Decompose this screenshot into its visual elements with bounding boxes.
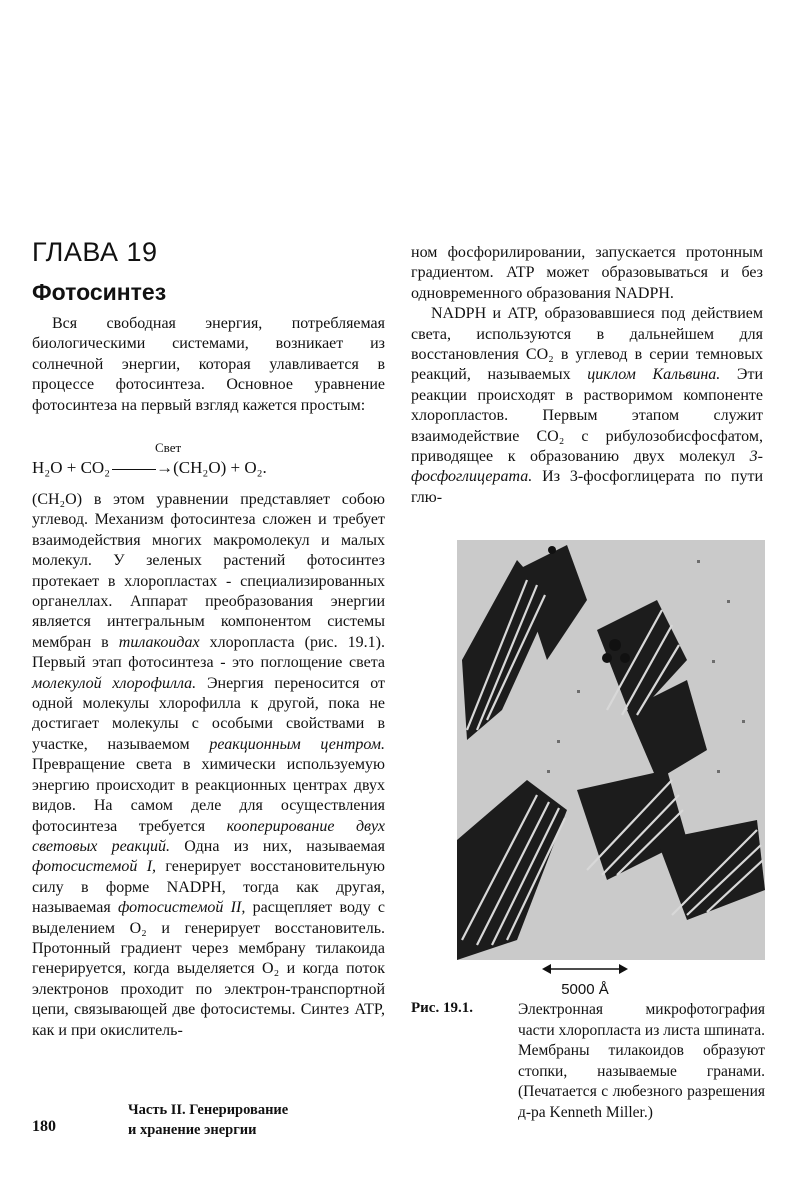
equation-reactants: H₂O + CO₂ — [32, 458, 111, 477]
intro-paragraph: Вся свободная энергия, потребляемая биологическими системами, возникает из солнечной энергии, которая улавливается в процессе фотосинтеза. Основное уравнение фотосинтеза на первый взгляд кажется простым: — [32, 315, 385, 414]
photosynthesis-equation — [32, 440, 385, 484]
scale-label: 5000 Å — [561, 981, 609, 998]
scale-bar — [542, 962, 628, 998]
left-column-body — [32, 490, 385, 1041]
scale-arrow — [542, 962, 628, 976]
body-paragraph: (CH₂O) в этом уравнении представляет собою углевод. Механизм фотосинтеза сложен и требует взаимодействия многих макромолекул и малых молекул. У зеленых растений фотосинтез протекает в хлоропластах - специализированных органеллах. Аппарат преобразования энергии является интегральным компонентом системы мембран в тилакоидах хлоропласта (рис. 19.1). Первый этап фотосинтеза - это поглощение света молекулой хлорофилла. Энергия переносится от одной молекулы хлорофилла к другой, пока не достигает молекулы с особыми свойствами в участке, называемом реакционным центром. Превращение света в химически используемую энергию происходит в реакционных центрах двух видов. На самом деле для осуществления фотосинтеза требуется кооперирование двух световых реакций. Одна из них, называемая фотосистемой I, генерирует восстановительную силу в форме NADPH, тогда как другая, называемая фотосистемой II, расщепляет воду с выделением O₂ и генерирует восстановитель. Протонный градиент через мембрану тилакоида генерируется, когда выделяется O₂ и когда поток электронов проходит по электрон-транспортной цепи, связывающей две фотосистемы. Синтез ATP, как и при окислитель- — [32, 491, 386, 1039]
chapter-label: ГЛАВА 19 — [32, 237, 158, 267]
calvin-paragraph: NADPH и ATP, образовавшиеся под действием света, используются в дальнейшем для восстановления CO₂ в углевод в серии темновых реакций, называемых циклом Кальвина. Эти реакции происходят в растворимом компоненте хлоропластов. Первым этапом служит взаимодействие CO₂ с рибулозобисфосфатом, приводящее к образованию двух молекул 3-фосфоглицерата. Из 3-фосфоглицерата по пути глю- — [411, 305, 764, 506]
footer-line-1: Часть II. Генерирование — [128, 1102, 289, 1118]
figure-caption: Электронная микрофотография части хлоропласта из листа шпината. Мембраны тилакоидов образуют стопки, называемые гранами. (Печатается с любезного разрешения д-ра Kenneth Miller.) — [518, 1001, 765, 1121]
micrograph-image — [457, 540, 765, 960]
figure-caption-label: Рис. 19.1. — [411, 1000, 473, 1016]
chloroplast-micrograph — [457, 540, 765, 960]
continued-paragraph: ном фосфорилировании, запускается протонным градиентом. ATP может образовываться и без одновременного образования NADPH. — [411, 244, 763, 302]
chapter-title: Фотосинтез — [32, 279, 167, 305]
running-footer — [128, 1100, 288, 1140]
left-column-intro — [32, 314, 385, 416]
equation-light-label: Свет — [155, 440, 182, 455]
equation-products: →(CH₂O) + O₂. — [156, 458, 267, 477]
right-column — [411, 243, 763, 508]
equation-arrow — [112, 469, 156, 470]
footer-line-2: и хранение энергии — [128, 1122, 257, 1138]
page-number: 180 — [32, 1118, 56, 1135]
equation-line — [32, 458, 267, 478]
